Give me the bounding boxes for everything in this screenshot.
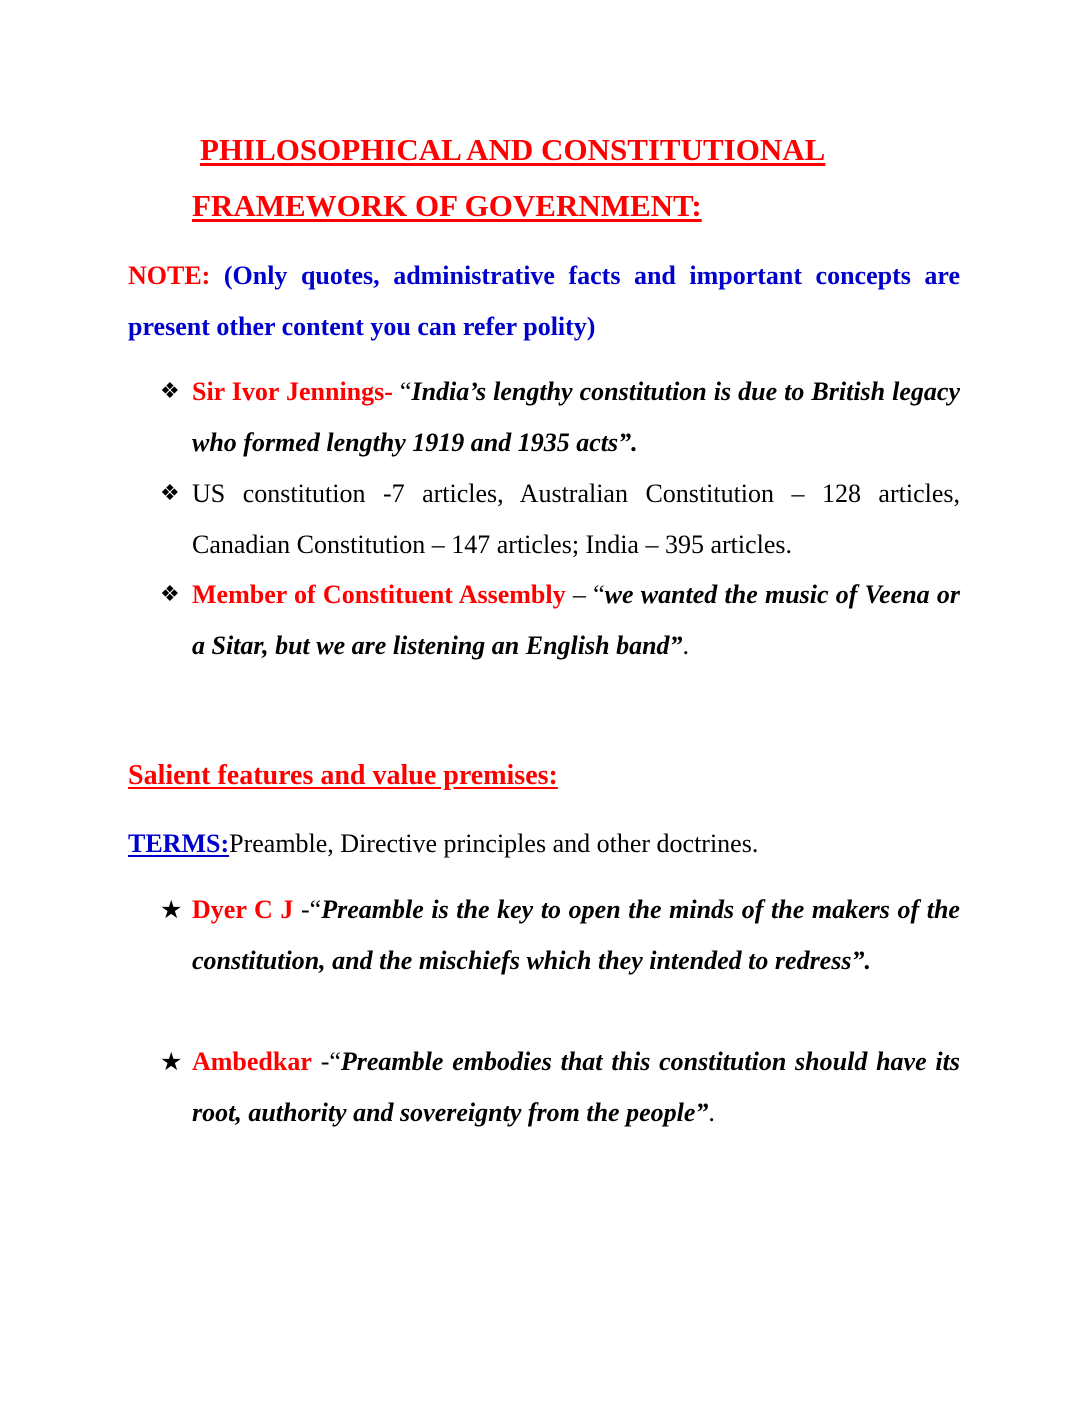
terms-line [128,826,758,862]
star-bullet-icon: ★ [160,895,183,924]
diamond-bullet-icon: ❖ [160,582,180,607]
quote-text: Preamble embodies that this constitution should have its root, authority and sovereignty from the people” [192,1047,960,1127]
bullet-constituent-assembly [160,569,960,671]
terms-text: Preamble, Directive principles and other doctrines. [229,829,759,858]
note-text: (Only quotes, administrative facts and important concepts are present other content you can refer polity) [128,261,960,341]
diamond-bullet-icon: ❖ [160,481,180,506]
quote-text: Preamble is the key to open the minds of the makers of the constitution, and the mischiefs which they intended to redress”. [192,895,960,975]
quote-open: -“ [311,1047,341,1076]
quote-open: “ [392,377,412,406]
terms-label: TERMS: [128,829,230,858]
quote-close: . [682,631,690,660]
speaker-name: Member of Constituent Assembly [192,580,566,609]
note-label: NOTE: [128,261,211,290]
speaker-name: Dyer C J [192,895,294,924]
bullet-articles [160,468,960,570]
quote-text: India’s lengthy constitution is due to British legacy who formed lengthy 1919 and 1935 acts”. [192,377,960,457]
diamond-bullet-icon: ❖ [160,379,180,404]
bullet-jennings [160,366,960,468]
section-heading: Salient features and value premises: [128,760,558,791]
note-paragraph [128,250,960,352]
title-line-1: PHILOSOPHICAL AND CONSTITUTIONAL [200,132,826,167]
bullet-dyer [160,884,960,986]
articles-text: US constitution -7 articles, Australian Constitution – 128 articles, Canadian Constitution – 147 articles; India – 395 articles. [192,479,960,559]
bullet-ambedkar [160,1036,960,1138]
speaker-name: Ambedkar [192,1047,312,1076]
speaker-name: Sir Ivor Jennings- [192,377,393,406]
star-bullet-icon: ★ [160,1047,183,1076]
quote-open: -“ [293,895,322,924]
title-line-2: FRAMEWORK OF GOVERNMENT: [192,188,702,223]
quote-close: . [708,1098,715,1127]
quote-text: we wanted the music of Veena or a Sitar, but we are listening an English band” [192,580,960,660]
quote-open: – “ [565,580,605,609]
